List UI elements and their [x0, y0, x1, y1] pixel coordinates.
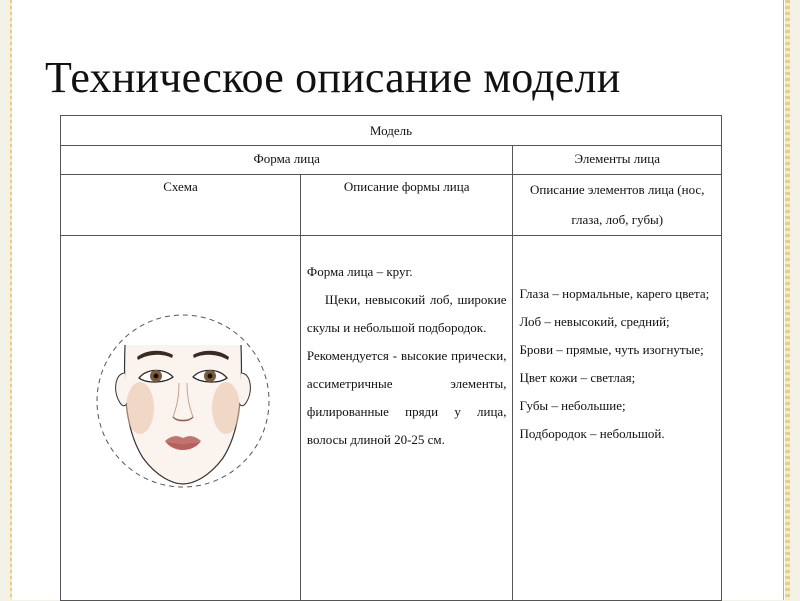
model-header: Модель — [369, 123, 413, 138]
right-ear — [239, 373, 250, 406]
shape-description-header: Описание формы лица — [343, 179, 470, 194]
shape-description-line-1: Форма лица – круг. — [306, 264, 413, 279]
shape-description-header-cell — [300, 175, 513, 236]
model-table — [60, 115, 722, 601]
scheme-header: Схема — [163, 179, 198, 194]
elements-item-forehead: Лоб – невысокий, средний; — [519, 314, 670, 329]
elements-item-eyes: Глаза – нормальные, карего цвета; — [519, 286, 710, 301]
model-header-cell — [61, 116, 722, 146]
face-shape-header: Форма лица — [253, 151, 320, 166]
face-illustration — [85, 303, 281, 493]
elements-description-header-cell — [513, 175, 722, 236]
page-title: Техническое описание модели — [45, 53, 621, 102]
left-cheek-shadow — [126, 382, 154, 434]
elements-item-chin: Подбородок – небольшой. — [519, 426, 665, 441]
right-pupil — [208, 374, 213, 379]
face-elements-header-cell — [513, 146, 722, 175]
elements-description-cell — [513, 236, 722, 601]
elements-item-lips: Губы – небольшие; — [519, 398, 626, 413]
shape-description-line-3: Рекомендуется - высокие прически, ассиметричные элементы, филированные пряди у лица, волосы длиной 20-25 см. — [306, 348, 507, 447]
shape-description-cell — [300, 236, 513, 601]
left-ear — [116, 373, 127, 406]
scheme-header-cell — [61, 175, 301, 236]
round-face-scheme — [85, 303, 281, 493]
left-pupil — [154, 374, 159, 379]
scheme-cell — [61, 236, 301, 601]
elements-item-eyebrows: Брови – прямые, чуть изогнутые; — [519, 342, 704, 357]
shape-description-line-2: Щеки, невысокий лоб, широкие скулы и небольшой подбородок. — [306, 292, 507, 335]
elements-description-header: Описание элементов лица (нос, глаза, лоб, губы) — [530, 182, 705, 227]
face-shape-header-cell — [61, 146, 513, 175]
elements-item-skin: Цвет кожи – светлая; — [519, 370, 636, 385]
slide-border-right — [785, 0, 790, 600]
face-elements-header: Элементы лица — [574, 151, 660, 166]
right-cheek-shadow — [212, 382, 240, 434]
